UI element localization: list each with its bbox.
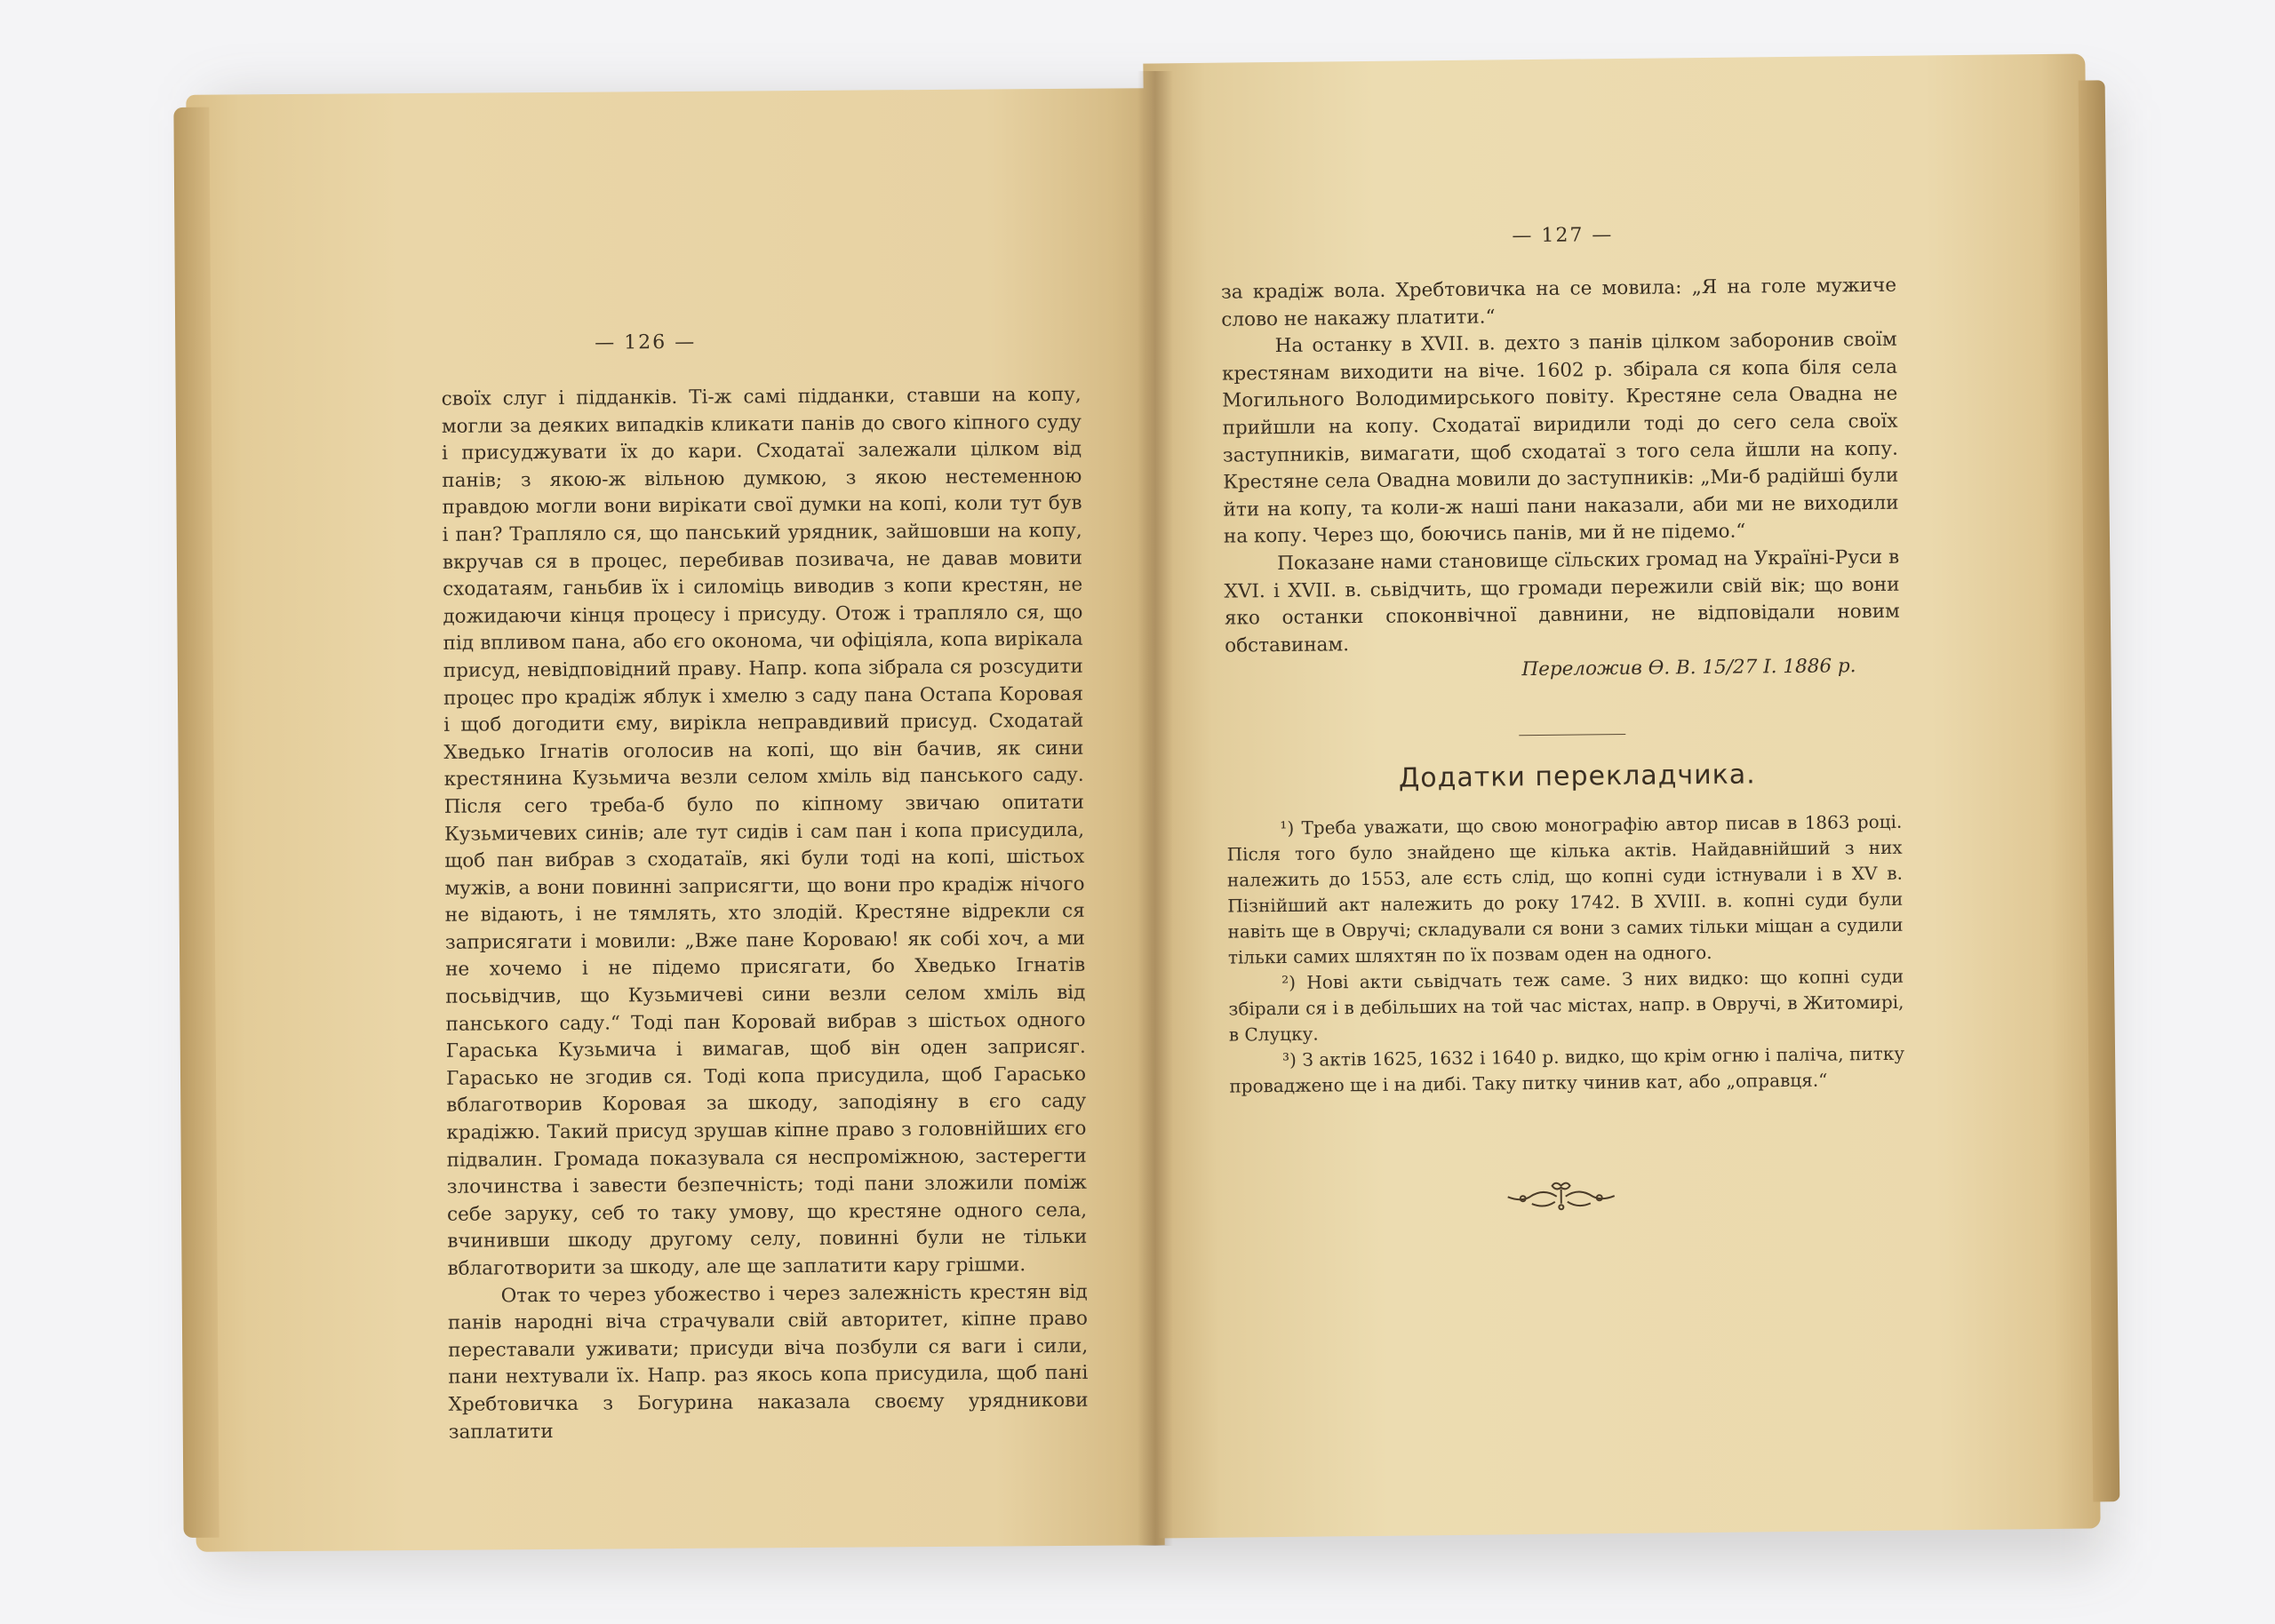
left-page-text — [442, 382, 1089, 1446]
left-paragraph-2: Отак то через убожество і через залежність крестян від панів народні віча страчували свій авторитет, кіпне право переставали уживати; присуди віча позбули ся ваги і сили, пани нехтували їх. Напр. раз якось копа присудила, щоб пані Хребтовичка з Богурина наказала своєму урядникови заплатити — [447, 1280, 1089, 1444]
right-page — [1143, 53, 2100, 1538]
section-divider — [1519, 734, 1625, 736]
left-page — [186, 88, 1164, 1552]
fleuron-ornament-icon — [1504, 1178, 1619, 1214]
footnote-1: ¹) Треба уважати, що свою монографію автор писав в 1863 році. Після того було знайдено ще кілька актів. Найдавнійший з них належить до 1553, але єсть слід, що копні суди істнували і в XV в. Пізнійший акт належить до року 1742. В XVIII. в. копні суди були навіть ще в Овручі; складували ся вони з самих тільки міщан а судили тільки самих шляхтян по їх позвам оден на одного. — [1226, 810, 1904, 968]
book-gutter — [1138, 71, 1173, 1546]
left-paragraph-1: своїх слуг і підданків. Ті-ж самі підданки, ставши на копу, могли за деяких випадків кликати панів до свого кіпного суду і присуджувати їх до кари. Сходатаї залежали цілком від панів; з якою-ж вільною думкою, з якою нестеменною правдою могли вони вирікати свої думки на копі, коли тут був і пан? Трапляло ся, що панський урядник, зайшовши на копу, вкручав ся в процес, перебивав позивача, не давав мовити сходатаям, ганьбив їх і силоміць виводив з копи крестян, не дожидаючи кінця процесу і присуду. Отож і трапляло ся, що під впливом пана, або єго оконома, чи офіціяла, копа вирікала присуд, невідповідний праву. Напр. копа зібрала ся розсудити процес про крадіж яблук і хмелю з саду пана Остапа Коровая і щоб догодити єму, вирікла неправдивий присуд. Сходатай Хведько Ігнатів оголосив на копі, що він бачив, як сини крестянина Кузьмича везли селом хміль від панського саду. Після сего треба-б було по кіпному звичаю опитати Кузьмичевих синів; але тут сидів і сам пан і копа присудила, щоб пан вибрав з сходатаїв, які були тоді на копі, шістьох мужів, а вони повинні заприсягти, що вони про крадіж нічого не відають, і не тямлять, хто злодій. Крестяне відрекли ся заприсягати і мовили: „Вже пане Короваю! як собі хоч, а ми не хочемо і не підемо присягати, бо Хведько Ігнатів посьвідчив, що Кузьмичеві сини везли селом хміль від панського саду.“ Тоді пан Коровай вибрав з шістьох одного Гараська Кузьмича і вимагав, щоб він оден заприсяг. Гарасько не згодив ся. Тоді копа присудила, щоб Гарасько вблаготворив Коровая за шкоду, заподіяну в єго саду крадіжю. Такий присуд зрушав кіпне право з головнійших єго підвалин. Громада показувала ся неспроміжною, застерегти злочинства і завести безпечність; тоді пани зложили поміж себе заруку, себ то таку умову, що крестяне одного села, вчинивши шкоду другому селу, повинні були не тільки вблаготворити за шкоду, але ще заплатити кару грішми. — [441, 383, 1088, 1280]
footnote-3: ³) З актів 1625, 1632 і 1640 р. видко, що крім огню і паліча, питку провадженo ще і на дибі. Таку питку чинив кат, або „оправця.“ — [1229, 1042, 1905, 1097]
right-page-text — [1221, 273, 1901, 688]
footnote-2: ²) Нові акти сьвідчать теж саме. З них видко: що копні суди збірали ся і в дебільших на той час містах, напр. в Овручі, в Житомирі, в Слуцку. — [1228, 965, 1904, 1046]
appendix-title: Додатки перекладчика. — [1398, 759, 1756, 794]
left-page-number: — 126 — — [595, 330, 697, 354]
footnotes — [1226, 809, 1904, 1100]
translator-signature: Переложив Ө. В. 15/27 І. 1886 р. — [1521, 655, 1856, 681]
right-paragraph-1: за крадіж вола. Хребтовичка на се мовила: „Я на голе мужиче слово не накажу платити.“ — [1220, 274, 1897, 331]
right-paragraph-2: На останку в XVII. в. дехто з панів цілком заборонив своїм крестянам виходити на віче. 1602 р. збірала ся копа біля села Могильного Володимирського повіту. Крестяне села Овадна не прийшли на копу. Сходатаї виридили тоді до сего села своїх заступників, вимагати, щоб сходатаї з того села йшли на копу. Крестяне села Овадна мовили до заступників: „Ми-б радійші були йти на копу, та коли-ж наші пани наказали, аби ми не виходили на копу. Через що, боючись панів, ми й не підемо.“ — [1221, 328, 1899, 549]
right-page-number: — 127 — — [1512, 224, 1614, 248]
right-paragraph-3: Показане нами становище сїльских громад на Україні-Руси в XVI. і XVII. в. сьвідчить, що громади пережили свій вік; що вони яко останки споконвічної давнини, не відповідали новим обставинам. — [1224, 545, 1900, 657]
